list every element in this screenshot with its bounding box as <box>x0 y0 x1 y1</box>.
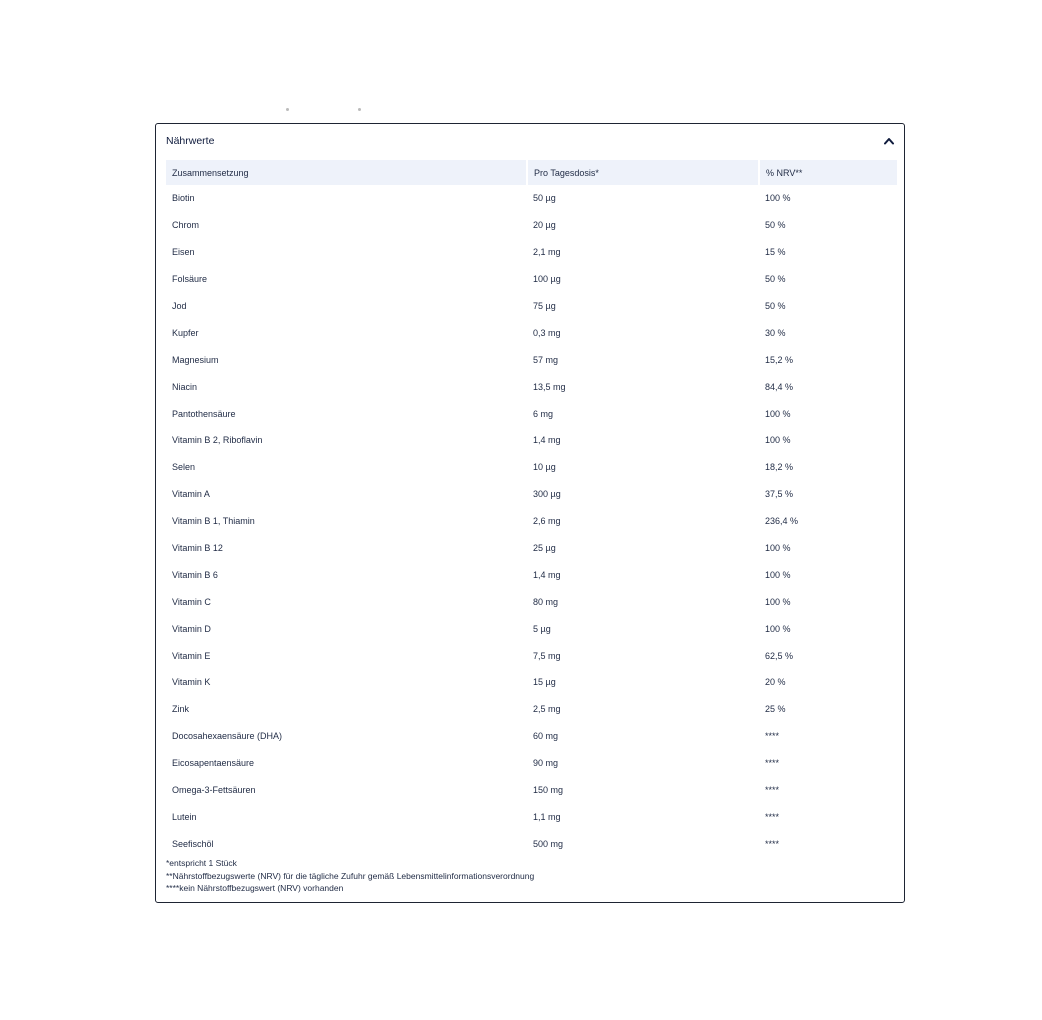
nrv-cell: 100 % <box>765 596 791 607</box>
daily-dose-cell: 80 mg <box>533 596 559 607</box>
nrv-cell: 15,2 % <box>765 354 794 365</box>
table-row <box>166 454 897 481</box>
table-row <box>166 777 897 804</box>
ingredient-cell: Eicosapentaensäure <box>172 758 255 769</box>
daily-dose-cell: 10 µg <box>533 462 556 473</box>
table-row <box>166 400 897 427</box>
table-row <box>166 266 897 293</box>
nrv-cell: 100 % <box>765 435 791 446</box>
chevron-up-icon[interactable] <box>883 135 895 147</box>
nrv-cell: 18,2 % <box>765 462 794 473</box>
ingredient-cell: Vitamin B 1, Thiamin <box>172 516 255 527</box>
daily-dose-cell: 2,5 mg <box>533 704 561 715</box>
daily-dose-cell: 500 mg <box>533 838 564 849</box>
table-row <box>166 481 897 508</box>
table-body <box>166 185 897 857</box>
daily-dose-cell: 300 µg <box>533 489 561 500</box>
nrv-cell: 50 % <box>765 220 786 231</box>
table-row <box>166 508 897 535</box>
daily-dose-cell: 57 mg <box>533 354 559 365</box>
table-row <box>166 642 897 669</box>
ingredient-cell: Lutein <box>172 811 197 822</box>
footnote: *entspricht 1 Stück <box>166 858 237 868</box>
table-row <box>166 615 897 642</box>
daily-dose-cell: 20 µg <box>533 220 556 231</box>
column-header-ingredient: Zusammensetzung <box>166 160 527 185</box>
nrv-cell: 30 % <box>765 327 786 338</box>
daily-dose-cell: 2,1 mg <box>533 247 561 258</box>
nrv-cell: **** <box>765 838 780 849</box>
table-row <box>166 427 897 454</box>
daily-dose-cell: 6 mg <box>533 408 554 419</box>
nrv-cell: 37,5 % <box>765 489 794 500</box>
column-header-daily-dose: Pro Tagesdosis* <box>527 160 759 185</box>
ingredient-cell: Vitamin E <box>172 650 211 661</box>
daily-dose-cell: 50 µg <box>533 193 556 204</box>
nrv-cell: 236,4 % <box>765 516 799 527</box>
table-row <box>166 723 897 750</box>
ingredient-cell: Vitamin D <box>172 623 211 634</box>
ingredient-cell: Pantothensäure <box>172 408 236 419</box>
nrv-cell: 100 % <box>765 569 791 580</box>
ingredient-cell: Vitamin B 12 <box>172 543 223 554</box>
daily-dose-cell: 0,3 mg <box>533 327 561 338</box>
table-row <box>166 185 897 212</box>
nrv-cell: 100 % <box>765 408 791 419</box>
table-row <box>166 346 897 373</box>
nrv-cell: **** <box>765 758 780 769</box>
daily-dose-cell: 60 mg <box>533 731 559 742</box>
table-row <box>166 319 897 346</box>
nrv-cell: **** <box>765 785 780 796</box>
ingredient-cell: Vitamin K <box>172 677 211 688</box>
accordion-header[interactable] <box>156 124 904 158</box>
ingredient-cell: Biotin <box>172 193 195 204</box>
daily-dose-cell: 25 µg <box>533 543 556 554</box>
ingredient-cell: Jod <box>172 301 187 311</box>
ingredient-cell: Selen <box>172 462 196 473</box>
daily-dose-cell: 15 µg <box>533 677 556 688</box>
accordion-title: Nährwerte <box>166 135 215 147</box>
table-row <box>166 293 897 320</box>
daily-dose-cell: 13,5 mg <box>533 381 566 392</box>
nrv-cell: 50 % <box>765 274 786 285</box>
nrv-cell: **** <box>765 731 780 742</box>
daily-dose-cell: 150 mg <box>533 785 564 796</box>
table-row <box>166 535 897 562</box>
ingredient-cell: Kupfer <box>172 327 199 338</box>
nrv-cell: 100 % <box>765 623 791 634</box>
ingredient-cell: Niacin <box>172 381 198 392</box>
table-row <box>166 239 897 266</box>
ingredient-cell: Vitamin C <box>172 596 211 607</box>
ingredient-cell: Folsäure <box>172 274 208 285</box>
table-row <box>166 588 897 615</box>
table-row <box>166 696 897 723</box>
nrv-cell: 100 % <box>765 543 791 554</box>
nrv-cell: 100 % <box>765 193 791 204</box>
daily-dose-cell: 1,4 mg <box>533 569 561 580</box>
daily-dose-cell: 75 µg <box>533 301 556 311</box>
ingredient-cell: Vitamin B 2, Riboflavin <box>172 435 263 446</box>
daily-dose-cell: 2,6 mg <box>533 516 561 527</box>
column-header-nrv: % NRV** <box>766 167 803 178</box>
ingredient-cell: Vitamin B 6 <box>172 569 218 580</box>
stray-mark <box>358 108 361 111</box>
table-row <box>166 669 897 696</box>
ingredient-cell: Magnesium <box>172 354 219 365</box>
nrv-cell: 15 % <box>765 247 786 258</box>
footnote: **Nährstoffbezugswerte (NRV) für die tägliche Zufuhr gemäß Lebensmittelinformationsverordnung <box>166 870 535 881</box>
ingredient-cell: Vitamin A <box>172 489 210 500</box>
daily-dose-cell: 7,5 mg <box>533 650 561 661</box>
ingredient-cell: Eisen <box>172 247 195 258</box>
table-row <box>166 830 897 857</box>
ingredient-cell: Docosahexaensäure (DHA) <box>172 731 283 742</box>
footnotes <box>166 857 534 895</box>
footnote: ****kein Nährstoffbezugswert (NRV) vorhanden <box>166 883 344 893</box>
nrv-cell: 50 % <box>765 301 786 311</box>
table-header-row <box>166 160 897 185</box>
ingredient-cell: Seefischöl <box>172 838 214 849</box>
table-row <box>166 212 897 239</box>
ingredient-cell: Chrom <box>172 220 200 231</box>
nrv-cell: 62,5 % <box>765 650 794 661</box>
nrv-cell: 20 % <box>765 677 786 688</box>
table-row <box>166 561 897 588</box>
nrv-cell: **** <box>765 811 780 822</box>
nutrition-table <box>166 160 897 857</box>
nrv-cell: 84,4 % <box>765 381 794 392</box>
daily-dose-cell: 1,4 mg <box>533 435 561 446</box>
table-row <box>166 750 897 777</box>
daily-dose-cell: 1,1 mg <box>533 811 561 822</box>
ingredient-cell: Zink <box>172 704 190 715</box>
daily-dose-cell: 5 µg <box>533 623 551 634</box>
daily-dose-cell: 90 mg <box>533 758 559 769</box>
stray-mark <box>286 108 289 111</box>
table-row <box>166 803 897 830</box>
nrv-cell: 25 % <box>765 704 786 715</box>
nutrition-accordion <box>155 123 905 903</box>
daily-dose-cell: 100 µg <box>533 274 561 285</box>
table-row <box>166 373 897 400</box>
ingredient-cell: Omega-3-Fettsäuren <box>172 785 256 796</box>
